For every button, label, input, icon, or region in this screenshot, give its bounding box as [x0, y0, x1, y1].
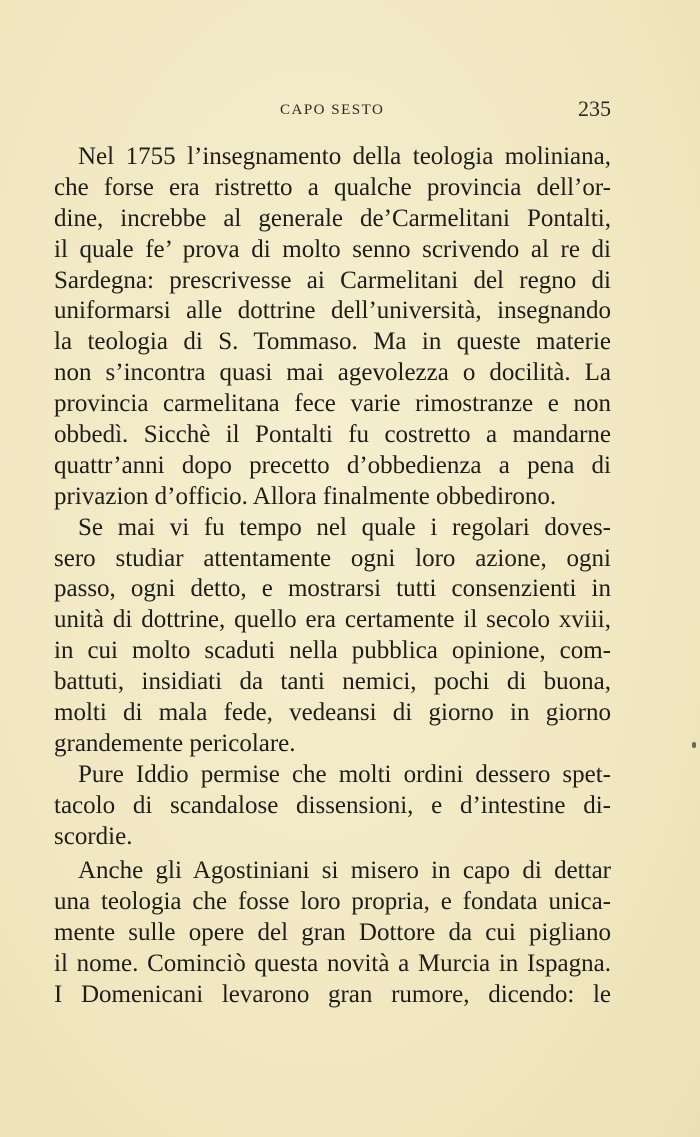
text-line: una teologia che fosse loro propria, e fondata unica- — [54, 888, 611, 916]
text-line: in cui molto scaduti nella pubblica opinione, com- — [54, 637, 611, 665]
page-header — [54, 96, 611, 126]
text-line: grandemente pericolare. — [54, 729, 296, 757]
paragraph-2 — [54, 513, 611, 760]
page-number: 235 — [578, 96, 611, 121]
text-line: unità di dottrine, quello era certamente il secolo xviii, — [54, 606, 611, 634]
text-line: Nel 1755 l’insegnamento della teologia moliniana, — [78, 143, 611, 170]
text-line: obbedì. Sicchè il Pontalti fu costretto a mandarne — [54, 421, 611, 449]
text-line: mente sulle opere del gran Dottore da cui pigliano — [54, 919, 611, 947]
paragraph-3 — [54, 760, 611, 853]
text-line: uniformarsi alle dottrine dell’università, insegnando — [54, 297, 611, 325]
text-line: Pure Iddio permise che molti ordini dessero spet- — [78, 760, 611, 788]
running-title: CAPO SESTO — [280, 102, 385, 118]
text-line: Se mai vi fu tempo nel quale i regolari doves- — [78, 513, 611, 541]
text-line: I Domenicani levarono gran rumore, dicendo: le — [54, 981, 611, 1009]
text-line: non s’incontra quasi mai agevolezza o docilità. La — [54, 359, 611, 387]
text-line: scordie. — [54, 822, 133, 850]
text-line: dine, increbbe al generale de’Carmelitani Pontalti, — [54, 204, 611, 232]
text-line: la teologia di S. Tommaso. Ma in queste materie — [54, 328, 611, 356]
text-line: il nome. Cominciò questa novità a Murcia in Ispagna. — [54, 950, 611, 978]
body-text — [54, 142, 611, 1011]
text-line: tacolo di scandalose dissensioni, e d’intestine di- — [54, 791, 611, 819]
text-line: provincia carmelitana fece varie rimostranze e non — [54, 390, 611, 418]
paper-speck — [692, 742, 696, 748]
text-line: passo, ogni detto, e mostrarsi tutti consenzienti in — [54, 575, 611, 603]
text-line: sero studiar attentamente ogni loro azione, ogni — [54, 544, 611, 572]
text-line: molti di mala fede, vedeansi di giorno in giorno — [54, 699, 611, 727]
text-line: il quale fe’ prova di molto senno scrivendo al re di — [54, 235, 611, 263]
text-line: privazion d’officio. Allora finalmente obbedirono. — [54, 482, 557, 510]
paragraph-4 — [54, 856, 611, 1010]
text-line: battuti, insidiati da tanti nemici, pochi di buona, — [54, 668, 611, 696]
text-line: che forse era ristretto a qualche provincia dell’or- — [54, 173, 611, 201]
paragraph-1 — [54, 142, 611, 513]
text-line: Sardegna: prescrivesse ai Carmelitani del regno di — [54, 266, 611, 294]
text-line: Anche gli Agostiniani si misero in capo di dettar — [78, 857, 611, 885]
text-line: quattr’anni dopo precetto d’obbedienza a pena di — [54, 451, 611, 479]
